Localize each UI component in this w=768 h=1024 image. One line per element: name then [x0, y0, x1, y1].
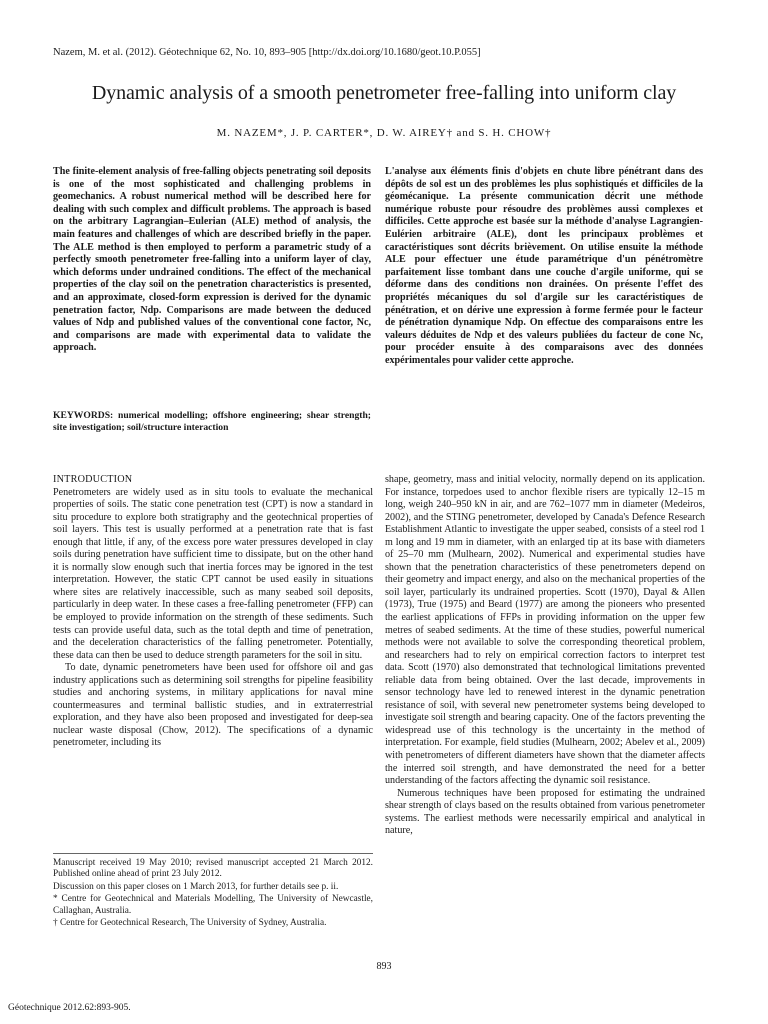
footnote-affiliation-newcastle: * Centre for Geotechnical and Materials Modelling, The University of Newcastle, Callaghan, Australia. [53, 894, 373, 916]
body-column-left [53, 474, 373, 750]
footnote-manuscript: Manuscript received 19 May 2010; revised manuscript accepted 21 March 2012. Published online ahead of print 23 July 2012. [53, 858, 373, 880]
journal-citation: Nazem, M. et al. (2012). Géotechnique 62, No. 10, 893–905 [http://dx.doi.org/10.1680/geot.10.P.055] [53, 47, 481, 58]
abstract-french: L'analyse aux éléments finis d'objets en chute libre pénétrant dans des dépôts de sol est un des problèmes les plus sophistiqués et difficiles de la géomécanique. La présente communication décrit une méthode numérique robuste pour résoudre des problèmes aussi complexes et difficiles. Cette approche est basée sur la méthode d'analyse Lagrangien-Eulérien arbitraire (ALE), dont les principaux problèmes et caractéristiques sont décrits brièvement. On utilise ensuite la méthode ALE pour effectuer une étude paramétrique d'un pénétromètre parfaitement lisse tombant dans une couche d'argile uniforme, qui se déforme dans des conditions non drainées. On présente l'effet des propriétés mécaniques du sol d'argile sur les caractéristiques de pénétration, et on dérive une expression à forme fermée pour le facteur de pénétration dynamique Ndp. On effectue des comparaisons entre les valeurs déduites de Ndp et des valeurs publiées du facteur de cone Nc, pour procéder ensuite à des comparaisons avec des données expérimentales pour valider cette approche. [385, 166, 703, 366]
paragraph: Numerous techniques have been proposed for estimating the undrained shear strength of clays based on the results obtained from various penetrometer systems. The earliest methods were necessarily empirical and analytical in nature, [385, 787, 705, 837]
page-number: 893 [376, 961, 392, 972]
footnotes [53, 853, 373, 930]
source-line: Géotechnique 2012.62:893-905. [8, 1003, 131, 1013]
author-list: M. NAZEM*, J. P. CARTER*, D. W. AIREY† and S. H. CHOW† [216, 127, 552, 139]
footnote-affiliation-sydney: † Centre for Geotechnical Research, The University of Sydney, Australia. [53, 918, 327, 929]
abstract-english: The finite-element analysis of free-falling objects penetrating soil deposits is one of the most sophisticated and challenging problems in geomechanics. A robust numerical method will be described here for dealing with such complex and difficult problems. The approach is based on the arbitrary Lagrangian–Eulerian (ALE) method of analysis, the main features and challenges of which are described briefly in the paper. The ALE method is then employed to perform a parametric study of a perfectly smooth penetrometer free-falling into a uniform layer of clay, which deforms under undrained conditions. The effect of the mechanical properties of the clay soil on the penetration characteristics is presented, and an approximate, closed-form expression is derived for the dynamic penetration factor, Ndp. Comparisons are made between the deduced values of Ndp and published values of the conventional cone factor, Nc, and comparisons are made with experimental data to validate the approach. [53, 166, 371, 354]
paper-title: Dynamic analysis of a smooth penetrometer free-falling into uniform clay [91, 82, 677, 104]
keywords: KEYWORDS: numerical modelling; offshore engineering; shear strength; site investigation; soil/structure interaction [53, 410, 371, 434]
paragraph: To date, dynamic penetrometers have been used for offshore oil and gas industry applications such as determining soil strengths for pipeline feasibility studies and anchoring systems, in military applications for naval mine countermeasures and terminal ballistic studies, and in extraterrestrial exploration, and they have also been proposed and investigated for deep-sea nuclear waste disposal (Chow, 2012). The specifications of a dynamic penetrometer, including its [53, 662, 373, 749]
paragraph: Penetrometers are widely used as in situ tools to evaluate the mechanical properties of soils. The static cone penetration test (CPT) is now a standard in situ procedure to explore both stratigraphy and the geotechnical properties of soil layers. This test is usually performed at a penetration rate that is fast enough that little, if any, of the excess pore water pressures developed in clay soils during penetration have sufficient time to dissipate, but on the other hand it is normally slow enough such that inertia forces may be ignored in the test interpretation. However, the static CPT cannot be used easily in situations where sites are relatively inaccessible, such as many seabed soil deposits, particularly in deep water. In these cases a free-falling penetrometer (FFP) can be employed to provide information on the strength of these sediments. Such tests can provide useful data, such as the total depth and time of penetration, and the deceleration characteristics of the falling penetrometer. Potentially, these data can then be used to deduce strength parameters for the soil in situ. [53, 486, 373, 661]
section-heading-introduction: INTRODUCTION [53, 474, 133, 485]
footnote-discussion: Discussion on this paper closes on 1 March 2013, for further details see p. ii. [53, 881, 339, 892]
paragraph: shape, geometry, mass and initial velocity, normally depend on its application. For instance, torpedoes used to anchor flexible risers are typically 12–15 m long, weigh 240–950 kN in air, and are 762–1077 mm in diameter (Medeiros, 2002), and the STING penetrometer, developed by Canada's Defence Research Establishment Atlantic to investigate the upper seabed, consists of a steel rod 1 m long and 19 mm in diameter, with an enlarged tip at its base with diameters of 25–70 mm (Mulhearn, 2002). Numerical and experimental studies have shown that the penetration characteristics of these penetrometers depend on their geometry and impact energy, and also on the mechanical properties of the soil layer, particularly its undrained properties. Scott (1970), Dayal & Allen (1973), True (1975) and Beard (1977) are among the pioneers who presented the earliest applications of FFPs in providing information on the upper few metres of seabed sediments. At the time of these studies, powerful numerical methods were not available to solve the corresponding theoretical problem, and researchers had to rely on empirical correction factors to interpret test data. Scott (1970) also demonstrated that technological limitations prevented reliable data from being obtained. Over the last decade, improvements in sensor technology have led to renewed interest in the dynamic penetration resistance of soil, with several new penetrometer systems being developed to investigate soil strength and bearing capacity. One of the factors preventing the widespread use of this technology is the uncertainty in the method of interpretation. For example, field studies (Mulhearn, 2002; Abelev et al., 2009) with penetrometers of different diameters have shown that the diameter affects the interred soil strength, and have demonstrated the need for a better understanding of the factors affecting the dynamic soil resistance. [385, 474, 705, 787]
body-column-right [385, 474, 705, 838]
